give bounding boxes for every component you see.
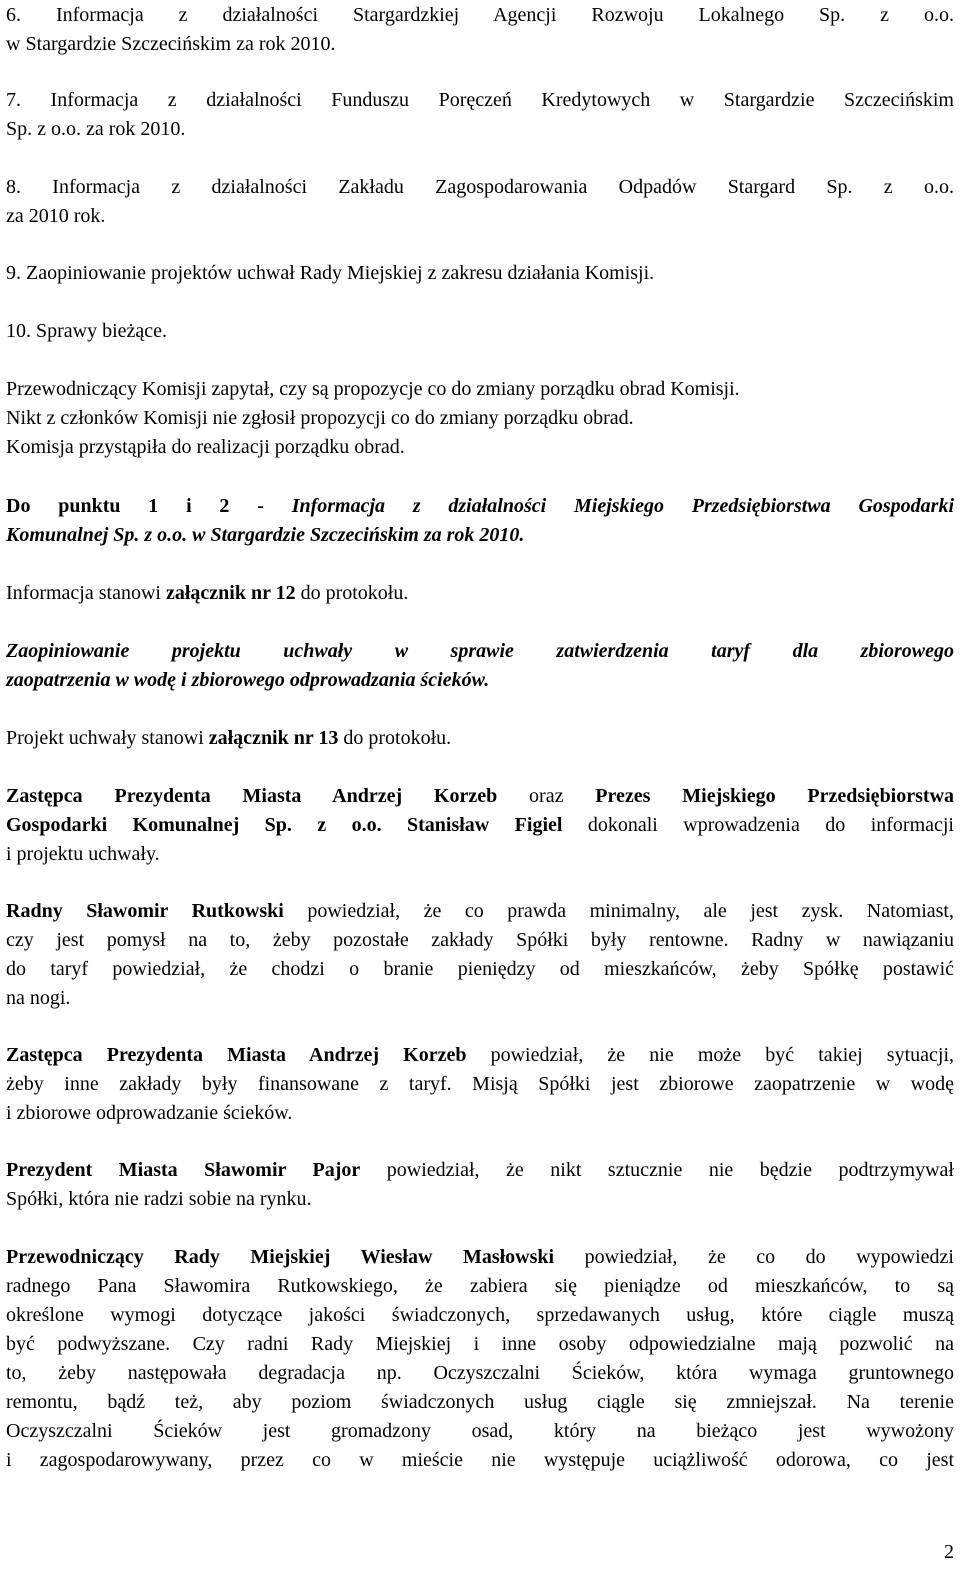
paragraph-korzeb [6, 1041, 954, 1128]
point-heading-title: Informacja z działalności Miejskiego Przedsiębiorstwa Gospodarki [291, 495, 955, 517]
agenda-item-line: 9. Zaopiniowanie projektów uchwał Rady Miejskiej z zakresu działania Komisji. [6, 262, 655, 284]
attachment-note-text: do protokołu. [295, 582, 409, 604]
intro-line: Komisja przystąpiła do realizacji porządku obrad. [6, 436, 405, 458]
paragraph-text: powiedział, że nikt sztucznie nie będzie podtrzymywał [360, 1159, 954, 1181]
intro-line: Przewodniczący Komisji zapytał, czy są propozycje co do zmiany porządku obrad Komisji. [6, 378, 740, 400]
paragraph-line: być podwyższane. Czy radni Rady Miejskiej i inne osoby odpowiedzialne mają pozwolić na [6, 1333, 954, 1355]
agenda-item-line: Sp. z o.o. za rok 2010. [6, 118, 186, 140]
attachment-note-text: Projekt uchwały stanowi [6, 727, 209, 749]
agenda-item-line: 6. Informacja z działalności Stargardzkiej Agencji Rozwoju Lokalnego Sp. z o.o. [6, 4, 954, 26]
agenda-item-line: 8. Informacja z działalności Zakładu Zagospodarowania Odpadów Stargard Sp. z o.o. [6, 176, 954, 198]
speaker-name: Prezydent Miasta Sławomir Pajor [6, 1159, 361, 1181]
paragraph-line: i projektu uchwały. [6, 843, 160, 865]
paragraph-line: to, żeby następowała degradacja np. Oczyszczalni Ścieków, która wymaga gruntownego [6, 1362, 954, 1384]
paragraph-line: i zagospodarowywany, przez co w mieście nie występuje uciążliwość odorowa, co jest [6, 1449, 954, 1471]
paragraph-line: określone wymogi dotyczące jakości świadczonych, sprzedawanych usług, które ciągle muszą [6, 1304, 954, 1326]
paragraph-text: oraz [497, 785, 596, 807]
attachment-note-text: Informacja stanowi [6, 582, 166, 604]
agenda-item [6, 173, 954, 231]
attachment-number: załącznik nr 12 [165, 582, 296, 604]
intro-line: Nikt z członków Komisji nie zgłosił propozycji co do zmiany porządku obrad. [6, 407, 634, 429]
speaker-name: Prezes Miejskiego Przedsiębiorstwa [595, 785, 955, 807]
paragraph-line: remontu, bądź też, aby poziom świadczonych usług ciągle się zmniejszał. Na terenie [6, 1391, 954, 1413]
attachment-note [6, 724, 954, 753]
point-heading-line: Komunalnej Sp. z o.o. w Stargardzie Szczecińskim za rok 2010. [6, 524, 525, 546]
paragraph-line [6, 897, 954, 926]
agenda-item [6, 1, 954, 59]
point-heading [6, 492, 954, 550]
paragraph-line: radnego Pana Sławomira Rutkowskiego, że zabiera się pieniądze od mieszkańców, to są [6, 1275, 954, 1297]
resolution-heading [6, 637, 954, 695]
paragraph-text: powiedział, że co do wypowiedzi [554, 1246, 954, 1268]
point-heading-prefix: Do punktu 1 i 2 - [6, 495, 292, 517]
paragraph-text: powiedział, że nie może być takiej sytuacji, [466, 1044, 954, 1066]
paragraph-line: do taryf powiedział, że chodzi o branie pieniędzy od mieszkańców, żeby Spółkę postawić [6, 958, 954, 980]
paragraph-text: powiedział, że co prawda minimalny, ale jest zysk. Natomiast, [283, 900, 954, 922]
attachment-number: załącznik nr 13 [208, 727, 339, 749]
paragraph-line [6, 782, 954, 811]
speaker-name: Gospodarki Komunalnej Sp. z o.o. Stanisław Figiel [6, 814, 563, 836]
agenda-item-line: w Stargardzie Szczecińskim za rok 2010. [6, 33, 336, 55]
agenda-item-line: za 2010 rok. [6, 205, 106, 227]
resolution-heading-line: zaopatrzenia w wodę i zbiorowego odprowadzania ścieków. [6, 669, 490, 691]
speaker-name: Zastępca Prezydenta Miasta Andrzej Korzeb [6, 785, 498, 807]
resolution-heading-line: Zaopiniowanie projektu uchwały w sprawie zatwierdzenia taryf dla zbiorowego [6, 640, 954, 662]
paragraph-line [6, 1156, 954, 1185]
paragraph-line: Spółki, która nie radzi sobie na rynku. [6, 1188, 312, 1210]
paragraph-line: żeby inne zakłady były finansowane z taryf. Misją Spółki jest zbiorowe zaopatrzenie w wodę [6, 1073, 954, 1095]
agenda-item [6, 317, 954, 346]
speaker-name: Radny Sławomir Rutkowski [6, 900, 284, 922]
paragraph-introduction [6, 782, 954, 869]
point-heading-line [6, 492, 954, 521]
attachment-note [6, 579, 954, 608]
page-number: 2 [944, 1541, 954, 1563]
paragraph-line: i zbiorowe odprowadzanie ścieków. [6, 1102, 293, 1124]
intro-block [6, 375, 954, 462]
paragraph-line: czy jest pomysł na to, żeby pozostałe zakłady Spółki były rentowne. Radny w nawiązaniu [6, 929, 954, 951]
agenda-item-line: 7. Informacja z działalności Funduszu Poręczeń Kredytowych w Stargardzie Szczecińskim [6, 89, 954, 111]
speaker-name: Zastępca Prezydenta Miasta Andrzej Korzeb [6, 1044, 467, 1066]
paragraph-line [6, 1041, 954, 1070]
attachment-note-text: do protokołu. [338, 727, 452, 749]
paragraph-rutkowski [6, 897, 954, 1013]
agenda-item [6, 259, 954, 288]
paragraph-line: na nogi. [6, 987, 71, 1009]
paragraph-line [6, 811, 954, 840]
speaker-name: Przewodniczący Rady Miejskiej Wiesław Masłowski [6, 1246, 555, 1268]
paragraph-maslowski [6, 1243, 954, 1475]
agenda-item-line: 10. Sprawy bieżące. [6, 320, 168, 342]
paragraph-line: Oczyszczalni Ścieków jest gromadzony osad, który na bieżąco jest wywożony [6, 1420, 954, 1442]
paragraph-line [6, 1243, 954, 1272]
agenda-item [6, 86, 954, 144]
paragraph-pajor [6, 1156, 954, 1214]
paragraph-text: dokonali wprowadzenia do informacji [562, 814, 954, 836]
